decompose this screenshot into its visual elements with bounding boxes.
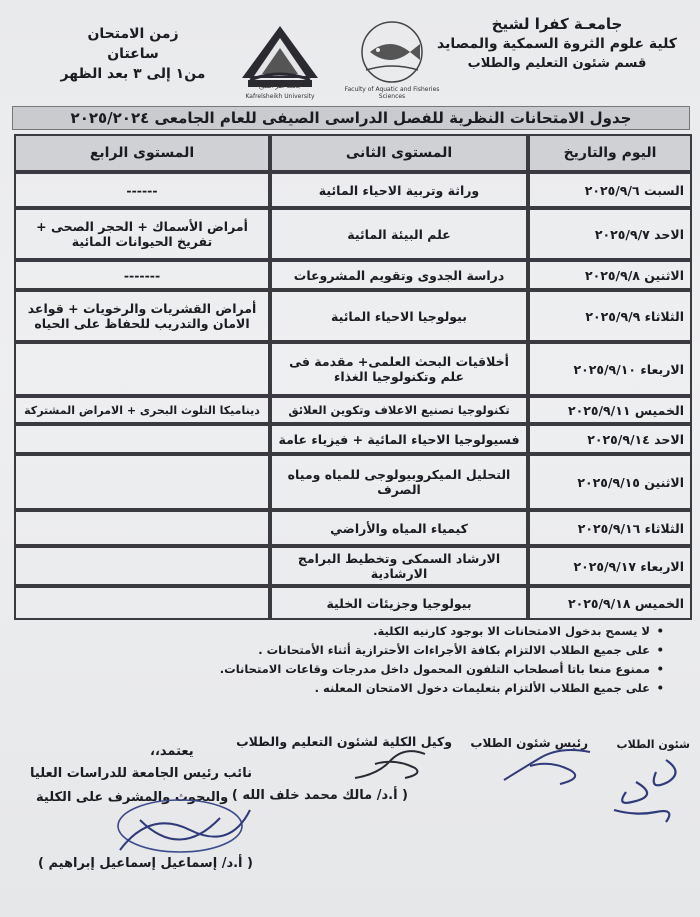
table-header-row	[14, 134, 692, 172]
level4-subject: -------	[14, 260, 270, 290]
level4-subject: ------	[14, 172, 270, 208]
level4-column-header: المستوى الرابع	[14, 134, 270, 172]
table-row	[14, 510, 692, 546]
level4-subject	[14, 546, 270, 586]
date-column-header: اليوم والتاريخ	[528, 134, 692, 172]
rule-text: على جميع الطلاب الالتزام بكافة الأجراءات الأحترازية أثناء الأمتحانات .	[258, 643, 650, 657]
exam-date: السبت ٢٠٢٥/٩/٦	[528, 172, 692, 208]
logos	[232, 18, 442, 100]
level2-subject: وراثة وتربية الاحياء المائية	[270, 172, 528, 208]
exam-date: الاثنين ٢٠٢٥/٩/٨	[528, 260, 692, 290]
rule-text: ممنوع منعا باتا أصطحاب التلفون المحمول داخل مدرجات وقاعات الامتحانات.	[219, 662, 650, 676]
university-name: جامعـة كفرا لشيخ	[491, 15, 623, 33]
university-logo-caption: Kafrelsheikh University	[245, 93, 315, 100]
table-row	[14, 172, 692, 208]
level4-subject	[14, 424, 270, 454]
institution-header	[432, 14, 682, 74]
bullet-icon: •	[656, 624, 664, 638]
exam-time-block	[48, 24, 218, 84]
level2-subject: الارشاد السمكى وتخطيط البرامج الارشادية	[270, 546, 528, 586]
exam-time-label: زمن الامتحان	[87, 26, 179, 42]
exam-date: الاثنين ٢٠٢٥/٩/١٥	[528, 454, 692, 510]
level2-subject: بيولوجيا وجزيئات الخلية	[270, 586, 528, 620]
level2-subject: تكنولوجيا تصنيع الاعلاف وتكوين العلائق	[270, 396, 528, 424]
rule-item	[64, 679, 664, 698]
table-row	[14, 424, 692, 454]
rule-text: على جميع الطلاب الألتزام بتعليمات دخول الامتحان المعلنه .	[314, 681, 650, 695]
president-title-line2: والبحوث والمشرف على الكلية	[36, 790, 229, 805]
schedule-title: جدول الامتحانات النظرية للفصل الدراسى الصيفى للعام الجامعى ٢٠٢٥/٢٠٢٤	[12, 106, 690, 130]
approval-label: يعتمد،،	[150, 744, 194, 759]
faculty-logo	[344, 18, 440, 100]
rule-item	[64, 660, 664, 679]
university-logo-icon	[232, 18, 328, 88]
level4-subject	[14, 510, 270, 546]
exam-date: الثلاثاء ٢٠٢٥/٩/٩	[528, 290, 692, 342]
table-row	[14, 290, 692, 342]
table-row	[14, 208, 692, 260]
vice-dean-name: ( أ.د/ مالك محمد خلف الله )	[231, 788, 408, 803]
exam-table	[14, 134, 692, 620]
vice-dean-title: وكيل الكلية لشئون التعليم والطلاب	[236, 734, 452, 749]
table-row	[14, 342, 692, 396]
exam-duration: ساعتان	[107, 46, 159, 62]
university-logo	[232, 18, 328, 100]
level2-subject: دراسة الجدوى وتقويم المشروعات	[270, 260, 528, 290]
staff-signature-icon	[596, 752, 690, 832]
level2-subject: كيمياء المياه والأراضي	[270, 510, 528, 546]
exam-hours: من١ إلى ٣ بعد الظهر	[60, 66, 206, 82]
rule-text: لا يسمح بدخول الامتحانات الا بوجود كارنيه الكلية.	[373, 624, 650, 638]
bullet-icon: •	[656, 662, 664, 676]
bullet-icon: •	[656, 643, 664, 657]
exam-date: الاحد ٢٠٢٥/٩/١٤	[528, 424, 692, 454]
exam-rules	[64, 622, 664, 698]
student-affairs-head-title: رئيس شئون الطلاب	[470, 736, 588, 750]
table-row	[14, 454, 692, 510]
university-logo-caption-ar: جامعة كفر الشيخ	[258, 83, 302, 90]
bullet-icon: •	[656, 681, 664, 695]
vice-dean-signature-icon	[345, 744, 435, 784]
level4-subject	[14, 342, 270, 396]
level2-subject: بيولوجيا الاحياء المائية	[270, 290, 528, 342]
table-row	[14, 586, 692, 620]
student-affairs-staff-title: شئون الطلاب	[616, 738, 690, 751]
rule-item	[64, 641, 664, 660]
fish-emblem-icon	[344, 18, 440, 92]
table-row	[14, 396, 692, 424]
level4-subject: أمراض الأسماك + الحجر الصحى + تفريخ الحيوانات المائية	[14, 208, 270, 260]
exam-date: الاربعاء ٢٠٢٥/٩/١٠	[528, 342, 692, 396]
table-row	[14, 546, 692, 586]
level2-subject: علم البيئة المائية	[270, 208, 528, 260]
exam-date: الاربعاء ٢٠٢٥/٩/١٧	[528, 546, 692, 586]
faculty-name: كلية علوم الثروة السمكية والمصايد	[437, 36, 677, 52]
faculty-logo-caption: Faculty of Aquatic and Fisheries Sciences	[344, 86, 440, 100]
exam-date: الثلاثاء ٢٠٢٥/٩/١٦	[528, 510, 692, 546]
level4-subject	[14, 454, 270, 510]
exam-date: الاحد ٢٠٢٥/٩/٧	[528, 208, 692, 260]
level4-subject: ديناميكا التلوث البحرى + الامراض المشتركة	[14, 396, 270, 424]
president-title-line1: نائب رئيس الجامعة للدراسات العليا	[30, 766, 252, 781]
department-name: قسم شئون التعليم والطلاب	[467, 56, 647, 71]
president-signature-icon	[100, 790, 270, 870]
exam-date: الخميس ٢٠٢٥/٩/١٨	[528, 586, 692, 620]
level2-subject: فسيولوجيا الاحياء المائية + فيزياء عامة	[270, 424, 528, 454]
rule-item	[64, 622, 664, 641]
level2-column-header: المستوى الثانى	[270, 134, 528, 172]
head-signature-icon	[500, 740, 600, 790]
level2-subject: أخلاقيات البحث العلمى+ مقدمة فى علم وتكنولوجيا الغذاء	[270, 342, 528, 396]
level2-subject: التحليل الميكروبيولوجى للمياه ومياه الصرف	[270, 454, 528, 510]
exam-date: الخميس ٢٠٢٥/٩/١١	[528, 396, 692, 424]
president-name: ( أ.د/ إسماعيل إسماعيل إبراهيم )	[38, 856, 253, 871]
level4-subject: أمراض القشريات والرخويات + قواعد الامان والتدريب للحفاظ على الحياه	[14, 290, 270, 342]
table-row	[14, 260, 692, 290]
level4-subject	[14, 586, 270, 620]
